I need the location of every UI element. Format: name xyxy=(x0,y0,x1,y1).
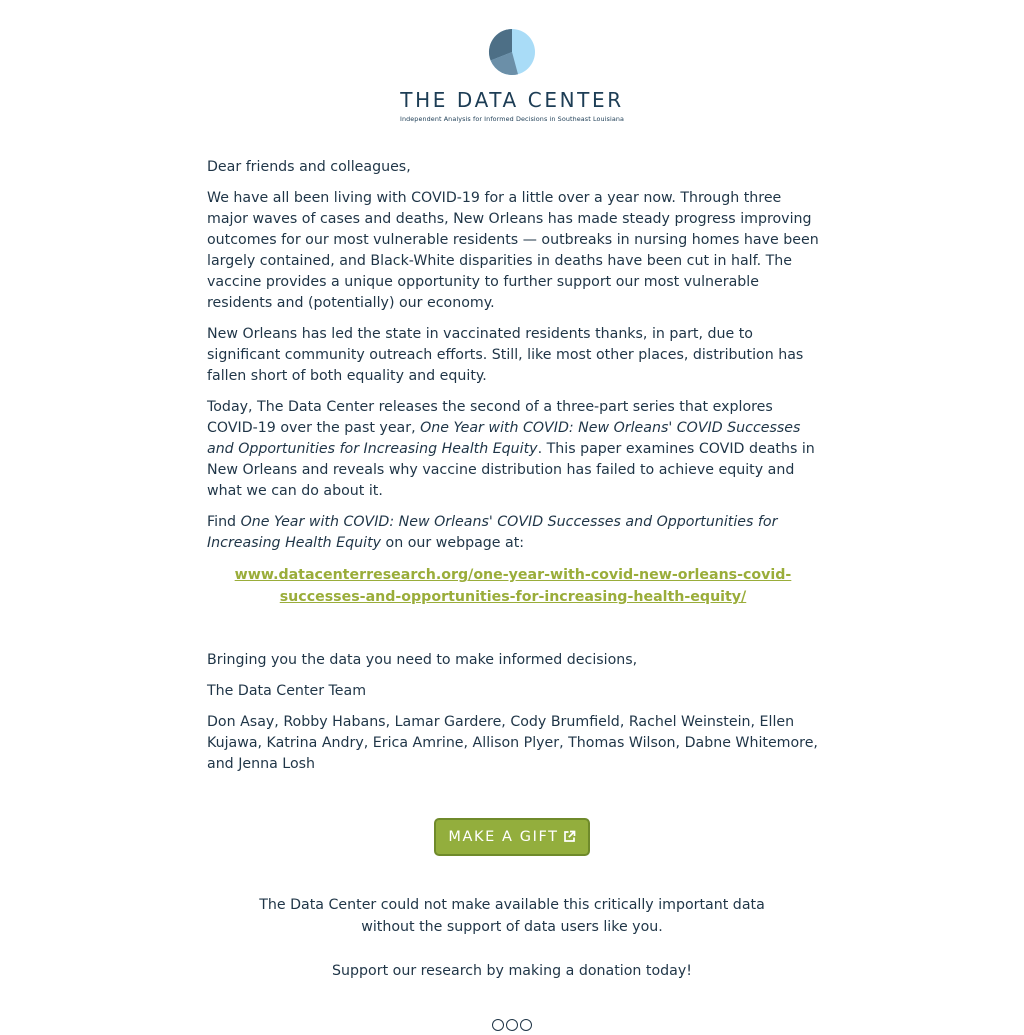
closing-line: Bringing you the data you need to make informed decisions, xyxy=(207,652,638,668)
greeting: Dear friends and colleagues, xyxy=(207,159,411,175)
footer-line-2: without the support of data users like you. xyxy=(361,919,663,935)
pie-chart-logo-icon xyxy=(488,28,536,76)
brand-name: THE DATA CENTER xyxy=(400,88,624,112)
report-link[interactable] xyxy=(235,567,792,605)
make-a-gift-label: MAKE A GIFT xyxy=(448,829,559,845)
social-icon-2[interactable] xyxy=(506,1019,518,1031)
letter-body xyxy=(207,157,819,785)
header xyxy=(0,28,1024,123)
paragraph-release xyxy=(207,397,819,502)
report-link-line-2: successes-and-opportunities-for-increasing-health-equity/ xyxy=(279,589,747,605)
release-text-before: Today, The Data Center releases the second of a three-part series that explores COVID-19 over the past year, xyxy=(207,399,773,436)
report-title: One Year with COVID: New Orleans' COVID Successes and Opportunities for Increasing Health Equity xyxy=(207,420,801,457)
signature: The Data Center Team xyxy=(207,683,367,699)
gift-button-wrap xyxy=(0,818,1024,856)
paragraph-vaccination: New Orleans has led the state in vaccinated residents thanks, in part, due to significant community outreach efforts. Still, like most other places, distribution has fallen short of both equality and equity. xyxy=(207,326,804,384)
footer-line-1: The Data Center could not make available this critically important data xyxy=(259,897,765,913)
brand-tagline: Independent Analysis for Informed Decisions in Southeast Louisiana xyxy=(399,115,625,123)
external-link-icon xyxy=(563,830,576,843)
team-members: Don Asay, Robby Habans, Lamar Gardere, Cody Brumfield, Rachel Weinstein, Ellen Kujawa, Katrina Andry, Erica Amrine, Allison Plyer, Thomas Wilson, Dabne Whitemore, and Jenna Losh xyxy=(207,714,818,772)
footer xyxy=(0,894,1024,982)
report-link-line-1: www.datacenterresearch.org/one-year-with-covid-new-orleans-covid- xyxy=(234,567,792,583)
social-icon-1[interactable] xyxy=(492,1019,504,1031)
make-a-gift-button[interactable] xyxy=(434,818,590,856)
spacer xyxy=(207,618,819,650)
find-text-after: on our webpage at: xyxy=(381,535,525,551)
report-link-block xyxy=(207,564,819,608)
paragraph-intro: We have all been living with COVID-19 for a little over a year now. Through three major waves of cases and deaths, New Orleans has made steady progress improving outcomes for our most vulnerable residents — outbreaks in nursing homes have been largely contained, and Black-White disparities in deaths have been cut in half. The vaccine provides a unique opportunity to further support our most vulnerable residents and (potentially) our economy. xyxy=(207,190,819,311)
social-icon-3[interactable] xyxy=(520,1019,532,1031)
support-line: Support our research by making a donation today! xyxy=(332,963,692,979)
find-text-before: Find xyxy=(207,514,241,530)
release-text-after: . This paper examines COVID deaths in New Orleans and reveals why vaccine distribution has failed to achieve equity and what we can do about it. xyxy=(207,441,815,499)
paragraph-find xyxy=(207,512,819,554)
report-title-find: One Year with COVID: New Orleans' COVID Successes and Opportunities for Increasing Health Equity xyxy=(207,514,778,551)
social-icons xyxy=(0,1016,1024,1035)
